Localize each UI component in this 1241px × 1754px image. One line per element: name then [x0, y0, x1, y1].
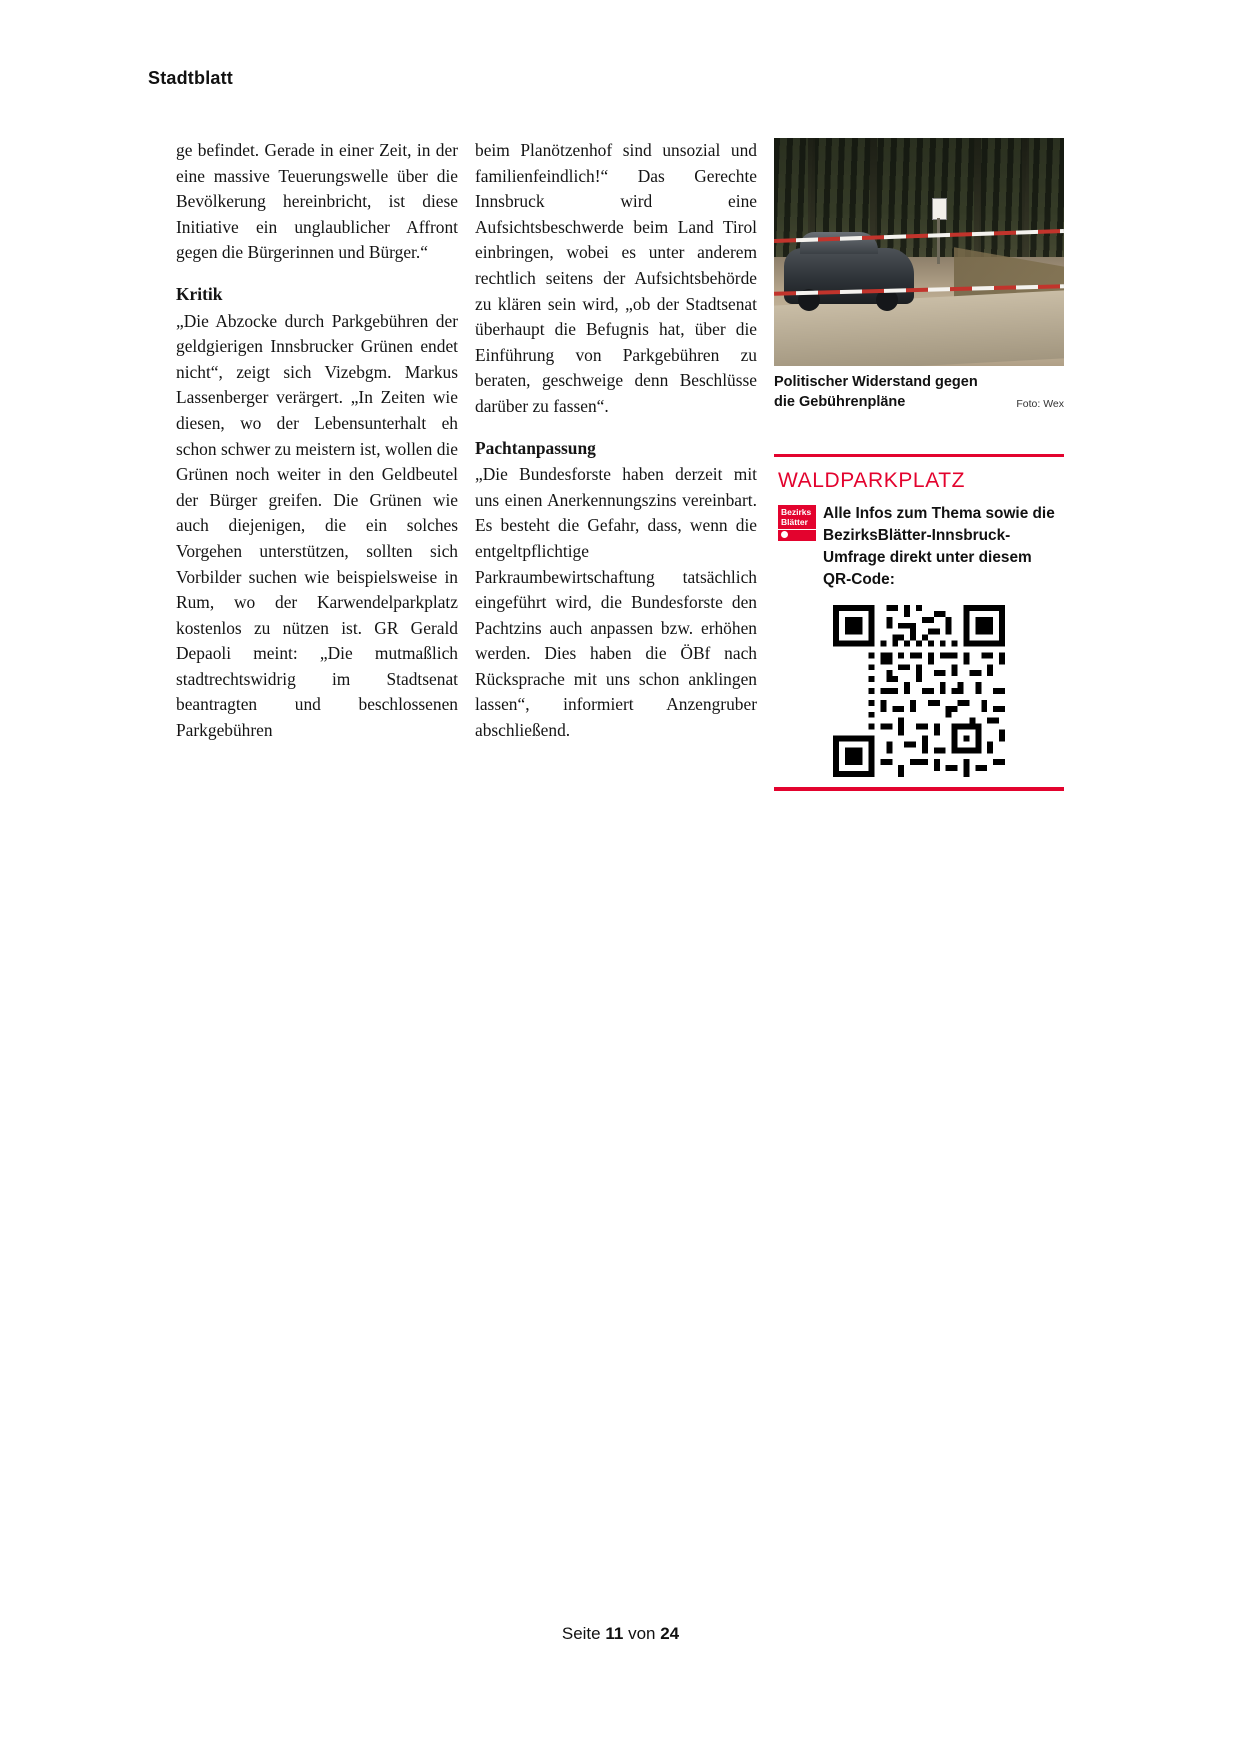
- qr-code-wrap[interactable]: [774, 605, 1064, 777]
- photo-sign: [932, 198, 947, 220]
- column2-paragraph-2: „Die Bundesforste haben derzeit mit uns einen Anerkennungszins vereinbart. Es besteht die Gefahr, dass, wenn die entgeltpflichtige Parkraumbewirtschaftung tatsächlich eingeführt wird, die Bundesforste den Pachtzins auch anpassen bzw. erhöhen werden. Dies haben die ÖBf nach Rücksprache mit uns schon anklingen lassen“, informiert Anzengruber abschließend.: [475, 464, 757, 741]
- page-footer: [0, 1624, 1241, 1644]
- photo-credit: Foto: Wex: [1016, 398, 1064, 410]
- column2-subheading: Pachtanpassung: [475, 437, 596, 458]
- logo-dot-icon: [781, 531, 788, 538]
- column1-paragraph-1: ge befindet. Gerade in einer Zeit, in der eine massive Teuerungswelle über die Bevölkerung hereinbricht, ist diese Initiative ein unglaublicher Affront gegen die Bürgerinnen und Bürger.“: [176, 140, 458, 263]
- page-title: Stadtblatt: [148, 68, 233, 88]
- column2-paragraph-1: beim Planötzenhof sind unsozial und familienfeindlich!“ Das Gerechte Innsbruck wird eine Aufsichtsbeschwerde beim Land Tirol einbringen, wobei es unter anderem rechtlich seitens der Aufsichtsbehörde zu klären sein wird, „ob der Stadtsenat überhaupt die Befugnis hat, über die Einführung von Parkgebühren zu beraten, geschweige denn Beschlüsse darüber zu fassen“.: [475, 140, 757, 416]
- qr-promo-box: [774, 454, 1064, 791]
- promo-title: WALDPARKPLATZ: [778, 469, 966, 492]
- photo-sign-pole: [937, 218, 940, 264]
- logo-word-blaetter: Blätter: [781, 516, 808, 527]
- article-photo: [774, 138, 1064, 366]
- logo-sub: [778, 529, 816, 541]
- article-column-2: [475, 138, 757, 744]
- footer-total-pages: 24: [660, 1624, 680, 1643]
- column1-paragraph-2: „Die Abzocke durch Parkgebühren der geldgierigen Innsbrucker Grünen endet nicht“, zeigt sich Vizebgm. Markus Lassenberger verärgert. „In Zeiten wie diesen, wo der Lebensunterhalt eh schon schwer zu meistern ist, wollen die Grünen noch weiter in den Geldbeutel der Bürger greifen. Die Grünen wie auch diejenigen, die ein solches Vorgehen unterstützen, sollten sich Vorbilder suchen wie beispielsweise in Rum, wo der Karwendelparkplatz kostenlos zu nützen ist. GR Gerald Depaoli meint: „Die mutmaßlich stadtrechtswidrig im Stadtsenat beantragten und beschlossenen Parkgebühren: [176, 310, 458, 741]
- footer-prefix: Seite: [561, 1624, 601, 1643]
- photo-caption: Politischer Widerstand gegen die Gebührenpläne: [774, 374, 978, 410]
- photo-parked-car: [784, 248, 914, 304]
- promo-body: [778, 503, 1064, 591]
- footer-middle: von: [628, 1624, 656, 1643]
- logo-line-1: [778, 505, 816, 529]
- promo-text: Alle Infos zum Thema sowie die BezirksBlätter-Innsbruck-Umfrage direkt unter diesem QR-Code:: [823, 505, 1055, 588]
- footer-page-number: 11: [605, 1624, 624, 1643]
- bezirksblaetter-logo: [778, 505, 816, 541]
- column1-subheading: Kritik: [176, 283, 223, 304]
- photo-tree-trunk: [1022, 138, 1029, 270]
- article-column-1: [176, 138, 458, 744]
- qr-code-icon[interactable]: [833, 605, 1005, 777]
- photo-caption-row: [774, 372, 1064, 412]
- logo-word-bezirks: Bezirks: [781, 507, 812, 517]
